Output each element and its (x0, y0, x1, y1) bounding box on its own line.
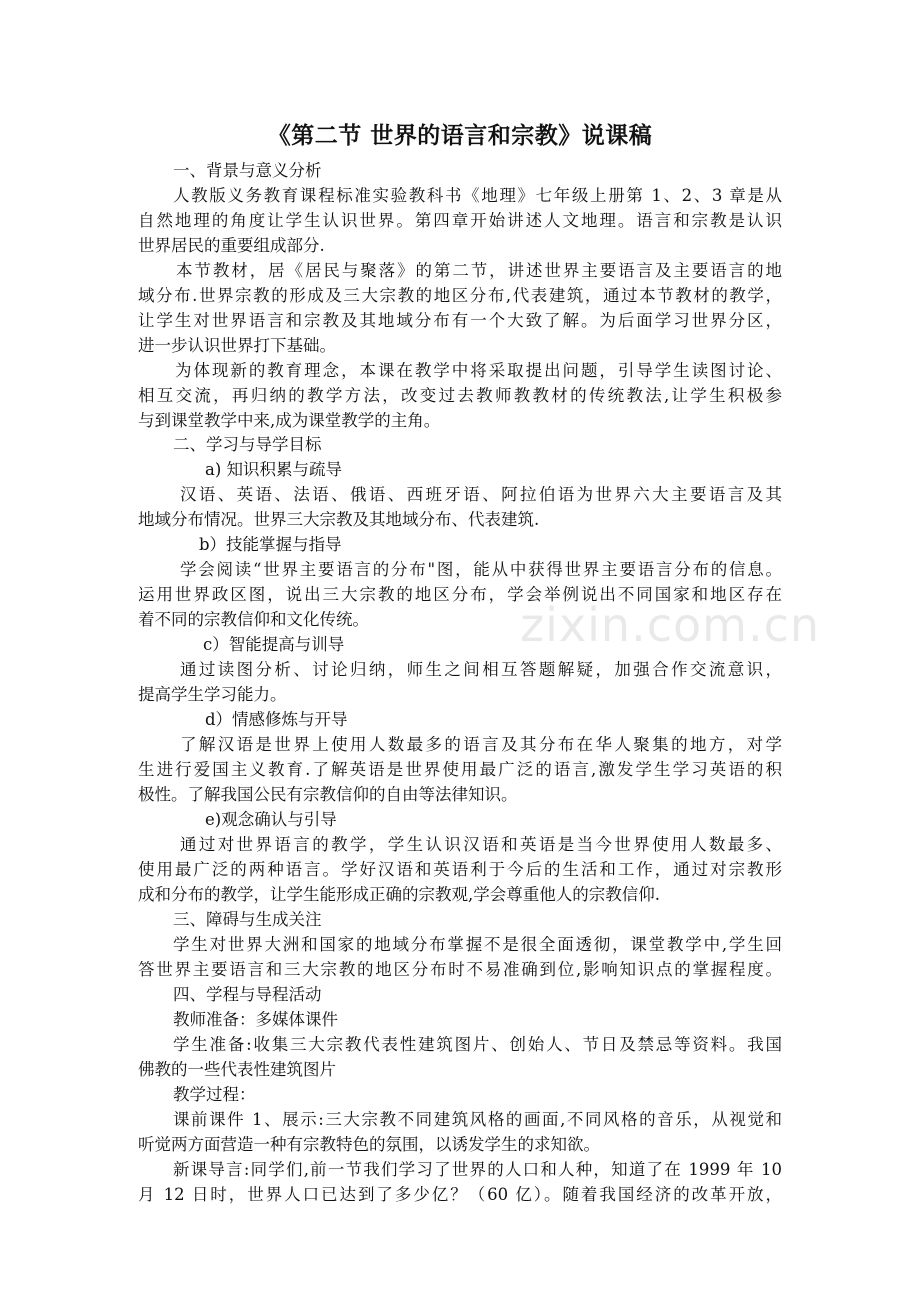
body-line: 着不同的宗教信仰和文化传统。 (138, 610, 369, 629)
body-line: 三、障碍与生成关注 (173, 910, 322, 929)
body-line: 一、背景与意义分析 (173, 161, 322, 180)
body-line: c）智能提高与训导 (203, 635, 345, 654)
body-line: 地域分布情况。世界三大宗教及其地域分布、代表建筑. (138, 510, 540, 529)
body-line: 人教版义务教育课程标准实验教科书《地理》七年级上册第 1、2、3 章是从 (173, 186, 782, 205)
body-line: 月 12 日时，世界人口已达到了多少亿？（60 亿）。随着我国经济的改革开放， (138, 1185, 782, 1204)
body-line: 运用世界政区图，说出三大宗教的地区分布，学会举例说出不同国家和地区存在 (138, 585, 782, 604)
body-line: 学生准备:收集三大宗教代表性建筑图片、创始人、节日及禁忌等资料。我国 (173, 1035, 782, 1054)
body-line: 让学生对世界语言和宗教及其地域分布有一个大致了解。为后面学习世界分区， (138, 311, 782, 330)
body-line: 提高学生学习能力。 (138, 685, 287, 704)
body-line: 课前课件 1、展示:三大宗教不同建筑风格的画面,不同风格的音乐，从视觉和 (173, 1110, 782, 1129)
body-line: 听觉两方面营造一种有宗教特色的氛围，以诱发学生的求知欲。 (138, 1135, 600, 1154)
body-line: 为体现新的教育理念，本课在教学中将采取提出问题，引导学生读图讨论、 (175, 361, 782, 380)
body-line: 生进行爱国主义教育.了解英语是世界使用最广泛的语言,激发学生学习英语的积 (138, 760, 782, 779)
body-line: 学生对世界大洲和国家的地域分布掌握不是很全面透彻，课堂教学中,学生回 (173, 935, 782, 954)
body-line: 使用最广泛的两种语言。学好汉语和英语利于今后的生活和工作，通过对宗教形 (138, 860, 782, 879)
body-line: 世界居民的重要组成部分. (138, 236, 325, 255)
body-line: 佛教的一些代表性建筑图片 (138, 1060, 336, 1079)
body-line: 答世界主要语言和三大宗教的地区分布时不易准确到位,影响知识点的掌握程度。 (138, 960, 782, 979)
body-line: 了解汉语是世界上使用人数最多的语言及其分布在华人聚集的地方，对学 (180, 735, 782, 754)
body-line: 教师准备：多媒体课件 (173, 1010, 338, 1029)
body-line: d）情感修炼与开导 (205, 710, 348, 729)
body-line: a) 知识积累与疏导 (205, 460, 343, 479)
body-line: 四、学程与导程活动 (173, 985, 322, 1004)
body-line: 汉语、英语、法语、俄语、西班牙语、阿拉伯语为世界六大主要语言及其 (180, 485, 782, 504)
body-line: b）技能掌握与指导 (199, 535, 342, 554)
body-line: 成和分布的教学，让学生能形成正确的宗教观,学会尊重他人的宗教信仰. (138, 885, 660, 904)
body-line: 进一步认识世界打下基础。 (138, 336, 336, 355)
body-line: 域分布.世界宗教的形成及三大宗教的地区分布,代表建筑，通过本节教材的教学， (138, 286, 782, 305)
body-line: e)观念确认与引导 (205, 810, 337, 829)
body-line: 与到课堂教学中来,成为课堂教学的主角。 (138, 411, 441, 430)
body-line: 二、学习与导学目标 (173, 435, 322, 454)
body-line: 新课导言:同学们,前一节我们学习了世界的人口和人种，知道了在 1999 年 10 (173, 1160, 782, 1179)
body-line: 自然地理的角度让学生认识世界。第四章开始讲述人文地理。语言和宗教是认识 (138, 211, 782, 230)
watermark: zixin.com.cn (520, 598, 821, 652)
body-line: 学会阅读“世界主要语言的分布"图，能从中获得世界主要语言分布的信息。 (180, 560, 782, 579)
body-line: 本节教材，居《居民与聚落》的第二节，讲述世界主要语言及主要语言的地 (176, 261, 782, 280)
document-title: 《第二节 世界的语言和宗教》说课稿 (267, 122, 653, 149)
body-line: 教学过程： (173, 1085, 256, 1104)
body-line: 通过读图分析、讨论归纳，师生之间相互答题解疑，加强合作交流意识， (180, 660, 782, 679)
body-line: 相互交流，再归纳的教学方法，改变过去教师教教材的传统教法,让学生积极参 (138, 386, 782, 405)
body-line: 极性。了解我国公民有宗教信仰的自由等法律知识。 (138, 785, 518, 804)
body-line: 通过对世界语言的教学，学生认识汉语和英语是当今世界使用人数最多、 (180, 835, 782, 854)
